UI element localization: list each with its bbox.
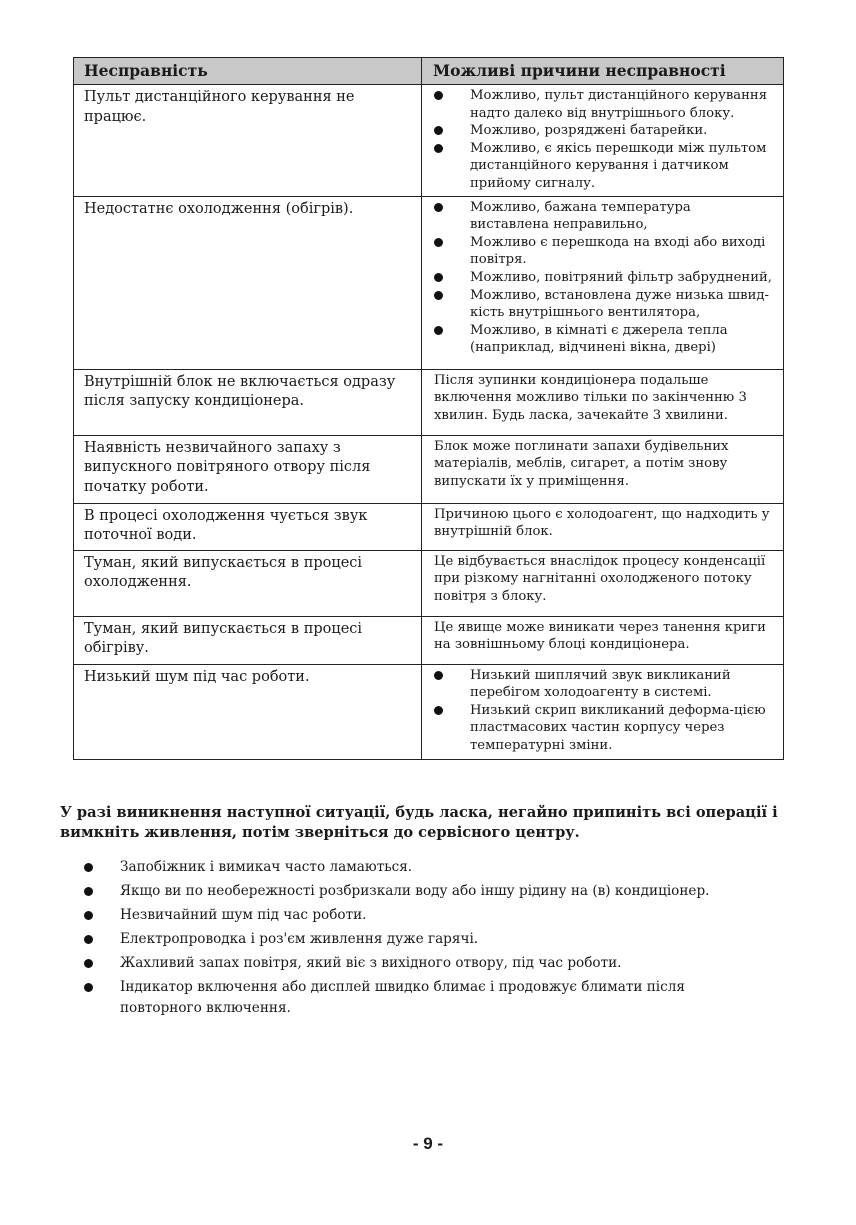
- list-item: Незвичайний шум під час роботи.: [84, 905, 764, 926]
- causes-cell: [422, 664, 784, 759]
- causes-cell: Причиною цього є холодоагент, що надходить у внутрішній блок.: [422, 503, 784, 550]
- table-row: [74, 503, 784, 550]
- cause-item: Можливо, розряджені батарейки.: [434, 122, 773, 140]
- fault-cell: В процесі охолодження чується звук поточної води.: [74, 503, 422, 550]
- causes-cell: Блок може поглинати запахи будівельних матеріалів, меблів, сигарет, а потім знову випускати їх у приміщення.: [422, 435, 784, 503]
- warning-text: У разі виникнення наступної ситуації, будь ласка, негайно припиніть всі операції і вимкніть живлення, потім зверніться до сервісного центру.: [60, 804, 778, 841]
- fault-cell: Недостатнє охолодження (обігрів).: [74, 196, 422, 369]
- troubleshooting-table: [73, 57, 784, 760]
- fault-cell: Туман, який випускається в процесі охолодження.: [74, 550, 422, 616]
- table-row: [74, 85, 784, 197]
- cause-item: Можливо, є якісь перешкоди між пультом дистанційного керування і датчиком прийому сигналу.: [434, 140, 773, 193]
- causes-cell: Після зупинки кондиціонера подальше включення можливо тільки по закінченню 3 хвилин. Будь ласка, зачекайте 3 хвилини.: [422, 369, 784, 435]
- header-fault: Несправність: [74, 58, 422, 85]
- fault-cell: Внутрішній блок не включається одразу після запуску кондиціонера.: [74, 369, 422, 435]
- table-row: [74, 369, 784, 435]
- causes-cell: [422, 85, 784, 197]
- causes-cell: [422, 196, 784, 369]
- table-row: [74, 435, 784, 503]
- table-header-row: [74, 58, 784, 85]
- page-number: - 9 -: [412, 1134, 444, 1153]
- causes-list: [434, 87, 773, 193]
- cause-item: Можливо, встановлена дуже низька швид-кість внутрішнього вентилятора,: [434, 287, 773, 322]
- list-item: Жахливий запах повітря, який віє з вихідного отвору, під час роботи.: [84, 953, 764, 974]
- table-row: [74, 664, 784, 759]
- list-item: Якщо ви по необережності розбризкали воду або іншу рідину на (в) кондиціонер.: [84, 881, 764, 902]
- cause-item: Можливо, в кімнаті є джерела тепла (наприклад, відчинені вікна, двері): [434, 322, 773, 357]
- fault-cell: Низький шум під час роботи.: [74, 664, 422, 759]
- cause-item: Можливо є перешкода на вході або виході повітря.: [434, 234, 773, 269]
- causes-list: [434, 667, 773, 755]
- causes-cell: Це явище може виникати через танення криги на зовнішньому блоці кондиціонера.: [422, 616, 784, 664]
- cause-item: Можливо, повітряний фільтр забруднений,: [434, 269, 773, 287]
- header-causes: Можливі причини несправності: [422, 58, 784, 85]
- table-row: [74, 616, 784, 664]
- warning-list: [84, 857, 764, 1022]
- table-row: [74, 196, 784, 369]
- cause-item: Можливо, пульт дистанційного керування надто далеко від внутрішнього блоку.: [434, 87, 773, 122]
- list-item: Індикатор включення або дисплей швидко блимає і продовжує блимати після повторного включення.: [84, 977, 764, 1019]
- list-item: Запобіжник і вимикач часто ламаються.: [84, 857, 764, 878]
- list-item: Електропроводка і роз'єм живлення дуже гарячі.: [84, 929, 764, 950]
- cause-item: Низький скрип викликаний деформа-цією пластмасових частин корпусу через температурні зміни.: [434, 702, 773, 755]
- table-row: [74, 550, 784, 616]
- cause-item: Можливо, бажана температура виставлена неправильно,: [434, 199, 773, 234]
- fault-cell: Наявність незвичайного запаху з випускного повітряного отвору після початку роботи.: [74, 435, 422, 503]
- causes-cell: Це відбувається внаслідок процесу конденсації при різкому нагнітанні охолодженого потоку повітря з блоку.: [422, 550, 784, 616]
- fault-cell: Туман, який випускається в процесі обігріву.: [74, 616, 422, 664]
- cause-item: Низький шиплячий звук викликаний перебігом холодоагенту в системі.: [434, 667, 773, 702]
- fault-cell: Пульт дистанційного керування не працює.: [74, 85, 422, 197]
- causes-list: [434, 199, 773, 357]
